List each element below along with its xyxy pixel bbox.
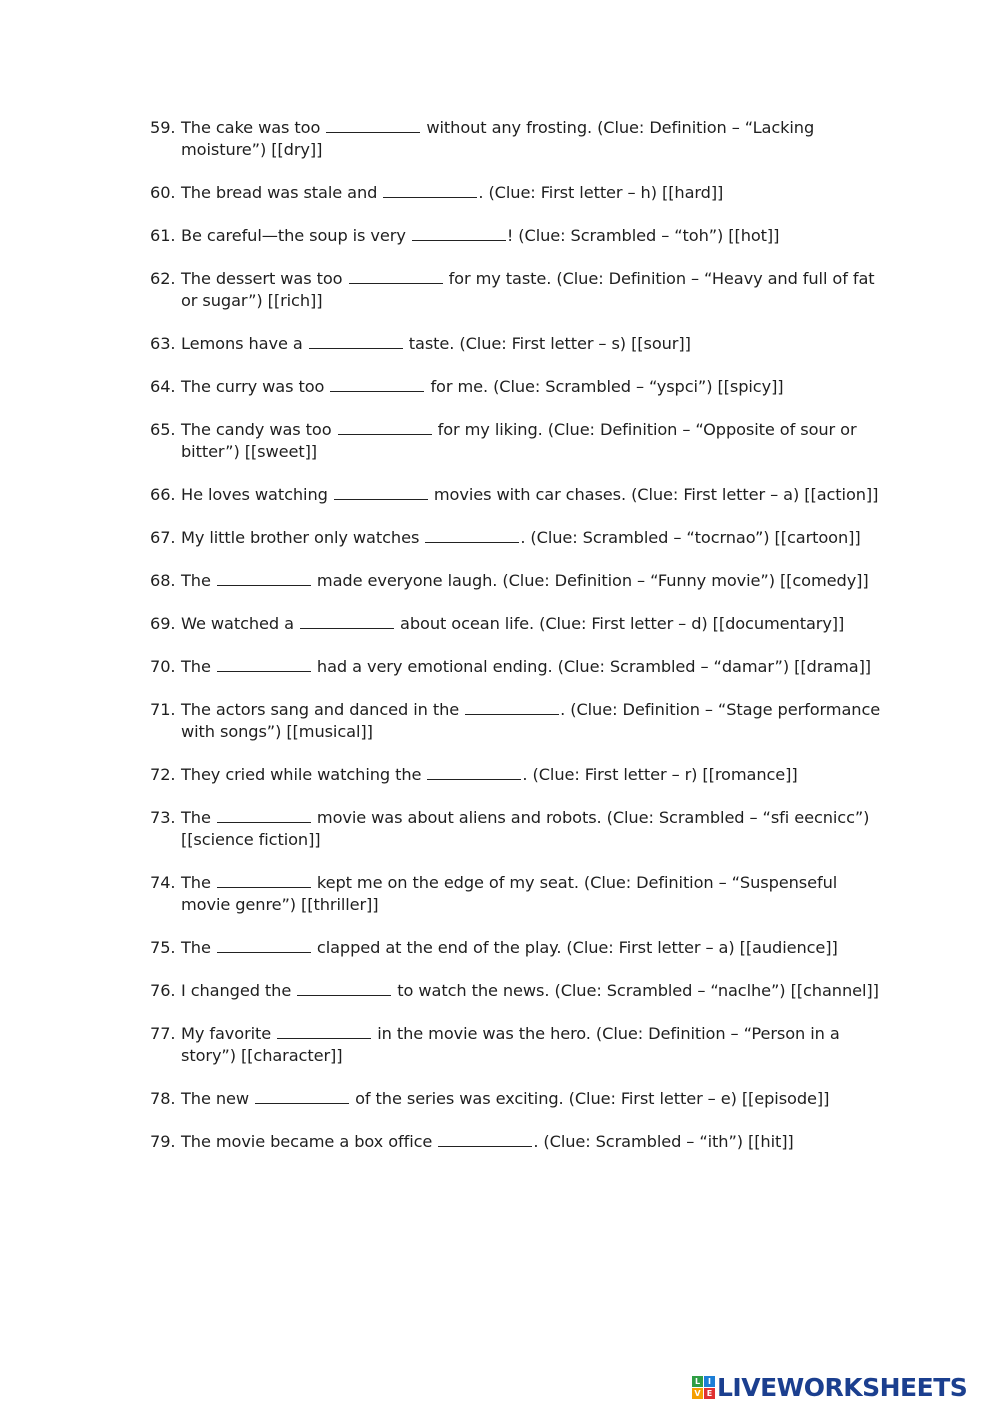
exercise-text-before: The dessert was too <box>181 269 343 288</box>
answer-blank[interactable] <box>277 1024 371 1039</box>
exercise-number: 64. <box>150 377 176 396</box>
answer-blank[interactable] <box>349 269 443 284</box>
logo-mark-letter: L <box>692 1376 703 1387</box>
exercise-text-after: about ocean life. (Clue: First letter – d) [[documentary]] <box>400 614 845 633</box>
logo-mark-letter: I <box>704 1376 715 1387</box>
exercise-number: 72. <box>150 765 176 784</box>
exercise-text-before: My favorite <box>181 1024 272 1043</box>
exercise-text-after: in the movie was the hero. (Clue: Definition – “Person in a story”) [[character]] <box>181 1024 840 1065</box>
exercise-item <box>150 1023 890 1067</box>
exercise-item <box>150 1131 890 1153</box>
exercise-number: 66. <box>150 485 176 504</box>
exercise-text-before: The <box>181 808 211 827</box>
exercise-item <box>150 117 890 161</box>
exercise-text-after: movie was about aliens and robots. (Clue: Scrambled – “sfi eecnicc”) [[science fiction]] <box>181 808 870 849</box>
exercise-text-before: Lemons have a <box>181 334 303 353</box>
exercise-text-before: The new <box>181 1089 250 1108</box>
exercise-number: 79. <box>150 1132 176 1151</box>
exercise-text-before: The curry was too <box>181 377 325 396</box>
exercise-number: 63. <box>150 334 176 353</box>
worksheet-list <box>150 117 890 1174</box>
answer-blank[interactable] <box>217 657 311 672</box>
exercise-item <box>150 419 890 463</box>
exercise-text-after: to watch the news. (Clue: Scrambled – “naclhe”) [[channel]] <box>397 981 879 1000</box>
exercise-item <box>150 764 890 786</box>
exercise-text-after: movies with car chases. (Clue: First letter – a) [[action]] <box>433 485 879 504</box>
exercise-item <box>150 980 890 1002</box>
exercise-item <box>150 937 890 959</box>
exercise-text-after: without any frosting. (Clue: Definition – “Lacking moisture”) [[dry]] <box>181 118 815 159</box>
exercise-text-after: . (Clue: Scrambled – “ith”) [[hit]] <box>533 1132 794 1151</box>
answer-blank[interactable] <box>427 765 521 780</box>
logo-text: LIVEWORKSHEETS <box>717 1373 968 1402</box>
answer-blank[interactable] <box>217 938 311 953</box>
exercise-text-after: . (Clue: Scrambled – “tocrnao”) [[cartoon]] <box>520 528 861 547</box>
exercise-item <box>150 1088 890 1110</box>
exercise-text-before: They cried while watching the <box>181 765 422 784</box>
answer-blank[interactable] <box>309 334 403 349</box>
exercise-number: 62. <box>150 269 176 288</box>
exercise-text-before: The cake was too <box>181 118 321 137</box>
exercise-item <box>150 656 890 678</box>
exercise-item <box>150 182 890 204</box>
exercise-text-before: He loves watching <box>181 485 328 504</box>
exercise-text-before: The actors sang and danced in the <box>181 700 460 719</box>
logo-mark-letter: E <box>704 1388 715 1399</box>
exercise-number: 69. <box>150 614 176 633</box>
logo-mark-icon <box>692 1376 715 1399</box>
answer-blank[interactable] <box>255 1089 349 1104</box>
answer-blank[interactable] <box>300 614 394 629</box>
logo-mark-letter: V <box>692 1388 703 1399</box>
exercise-text-after: made everyone laugh. (Clue: Definition – “Funny movie”) [[comedy]] <box>316 571 869 590</box>
answer-blank[interactable] <box>297 981 391 996</box>
exercise-item <box>150 570 890 592</box>
exercise-item <box>150 484 890 506</box>
exercise-text-before: The movie became a box office <box>181 1132 433 1151</box>
exercise-item <box>150 613 890 635</box>
exercise-text-before: The <box>181 571 211 590</box>
answer-blank[interactable] <box>334 485 428 500</box>
exercise-text-after: taste. (Clue: First letter – s) [[sour]] <box>408 334 691 353</box>
exercise-number: 74. <box>150 873 176 892</box>
exercise-text-after: ! (Clue: Scrambled – “toh”) [[hot]] <box>506 226 780 245</box>
exercise-number: 76. <box>150 981 176 1000</box>
exercise-number: 67. <box>150 528 176 547</box>
answer-blank[interactable] <box>326 118 420 133</box>
answer-blank[interactable] <box>465 700 559 715</box>
answer-blank[interactable] <box>338 420 432 435</box>
exercise-text-after: . (Clue: First letter – r) [[romance]] <box>522 765 798 784</box>
exercise-text-after: had a very emotional ending. (Clue: Scrambled – “damar”) [[drama]] <box>316 657 872 676</box>
exercise-item <box>150 268 890 312</box>
exercise-text-before: We watched a <box>181 614 294 633</box>
exercise-number: 60. <box>150 183 176 202</box>
exercise-number: 70. <box>150 657 176 676</box>
answer-blank[interactable] <box>412 226 506 241</box>
exercise-text-before: The <box>181 873 211 892</box>
exercise-number: 61. <box>150 226 176 245</box>
exercise-item <box>150 333 890 355</box>
exercise-number: 59. <box>150 118 176 137</box>
exercise-text-after: of the series was exciting. (Clue: First letter – e) [[episode]] <box>355 1089 830 1108</box>
exercise-text-before: The candy was too <box>181 420 332 439</box>
exercise-text-after: for me. (Clue: Scrambled – “yspci”) [[spicy]] <box>430 377 784 396</box>
answer-blank[interactable] <box>217 571 311 586</box>
exercise-text-before: The <box>181 657 211 676</box>
answer-blank[interactable] <box>217 808 311 823</box>
exercise-text-before: My little brother only watches <box>181 528 420 547</box>
answer-blank[interactable] <box>438 1132 532 1147</box>
exercise-text-after: kept me on the edge of my seat. (Clue: Definition – “Suspenseful movie genre”) [[thriller]] <box>181 873 838 914</box>
exercise-text-before: The bread was stale and <box>181 183 378 202</box>
exercise-item <box>150 699 890 743</box>
exercise-text-after: for my taste. (Clue: Definition – “Heavy and full of fat or sugar”) [[rich]] <box>181 269 875 310</box>
exercise-number: 73. <box>150 808 176 827</box>
answer-blank[interactable] <box>330 377 424 392</box>
exercise-item <box>150 225 890 247</box>
liveworksheets-logo[interactable] <box>692 1373 967 1402</box>
exercise-text-after: . (Clue: Definition – “Stage performance with songs”) [[musical]] <box>181 700 881 741</box>
exercise-number: 68. <box>150 571 176 590</box>
answer-blank[interactable] <box>383 183 477 198</box>
exercise-number: 77. <box>150 1024 176 1043</box>
exercise-number: 65. <box>150 420 176 439</box>
exercise-text-before: Be careful—the soup is very <box>181 226 406 245</box>
exercise-text-after: . (Clue: First letter – h) [[hard]] <box>478 183 724 202</box>
exercise-item <box>150 807 890 851</box>
exercise-number: 71. <box>150 700 176 719</box>
exercise-number: 75. <box>150 938 176 957</box>
exercise-text-after: clapped at the end of the play. (Clue: First letter – a) [[audience]] <box>316 938 838 957</box>
exercise-item <box>150 527 890 549</box>
exercise-text-before: The <box>181 938 211 957</box>
answer-blank[interactable] <box>425 528 519 543</box>
exercise-number: 78. <box>150 1089 176 1108</box>
exercise-item <box>150 872 890 916</box>
exercise-text-before: I changed the <box>181 981 292 1000</box>
exercise-item <box>150 376 890 398</box>
exercise-text-after: for my liking. (Clue: Definition – “Opposite of sour or bitter”) [[sweet]] <box>181 420 857 461</box>
answer-blank[interactable] <box>217 873 311 888</box>
